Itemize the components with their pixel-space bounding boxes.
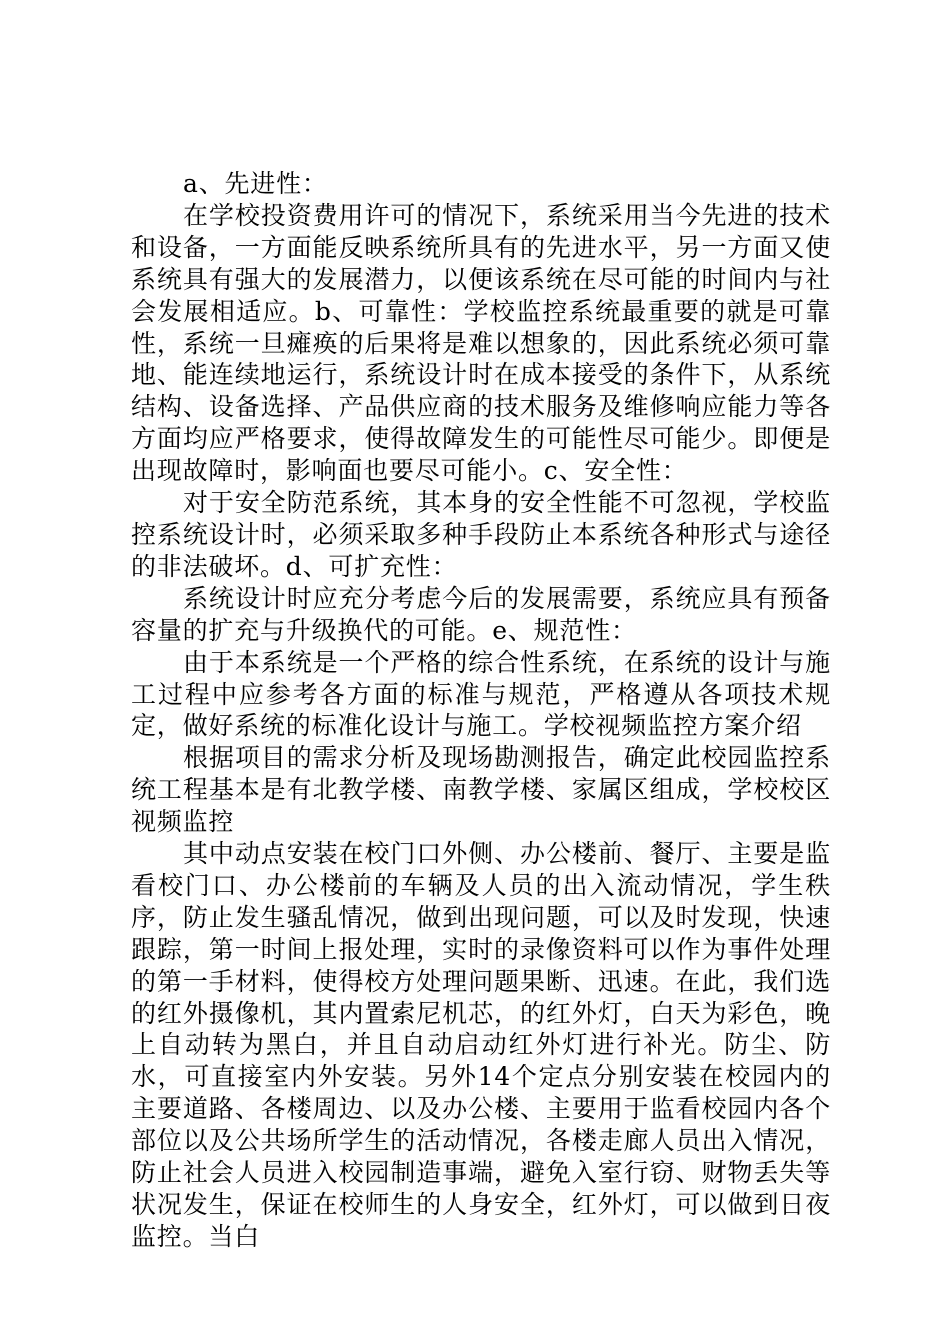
document-body bbox=[131, 168, 831, 1253]
paragraph-advancement-reliability: 在学校投资费用许可的情况下，系统采用当今先进的技术和设备，一方面能反映系统所具有的先进水平，另一方面又使系统具有强大的发展潜力，以便该系统在尽可能的时间内与社会发展相适应。b、可靠性：学校监控系统最重要的就是可靠性，系统一旦瘫痪的后果将是难以想象的，因此系统必须可靠地、能连续地运行，系统设计时在成本接受的条件下，从系统结构、设备选择、产品供应商的技术服务及维修响应能力等各方面均应严格要求，使得故障发生的可能性尽可能少。即便是出现故障时，影响面也要尽可能小。c、安全性： bbox=[131, 200, 831, 486]
paragraph-expandability: 系统设计时应充分考虑今后的发展需要，系统应具有预备容量的扩充与升级换代的可能。e、规范性： bbox=[131, 583, 831, 645]
paragraph-security: 对于安全防范系统，其本身的安全性能不可忽视，学校监控系统设计时，必须采取多种手段防止本系统各种形式与途径的非法破坏。d、可扩充性： bbox=[131, 488, 831, 581]
paragraph-project-scope: 根据项目的需求分析及现场勘测报告，确定此校园监控系统工程基本是有北教学楼、南教学楼、家属区组成，学校校区视频监控 bbox=[131, 743, 831, 837]
paragraph-advancement-heading: a、先进性： bbox=[183, 169, 328, 198]
paragraph-standardization: 由于本系统是一个严格的综合性系统，在系统的设计与施工过程中应参考各方面的标准与规范，严格遵从各项技术规定，做好系统的标准化设计与施工。学校视频监控方案介绍 bbox=[131, 647, 831, 741]
paragraph-camera-installation: 其中动点安装在校门口外侧、办公楼前、餐厅、主要是监看校门口、办公楼前的车辆及人员的出入流动情况，学生秩序，防止发生骚乱情况，做到出现问题，可以及时发现，快速跟踪，第一时间上报处理，实时的录像资料可以作为事件处理的第一手材料，使得校方处理问题果断、迅速。在此，我们选的红外摄像机，其内置索尼机芯，的红外灯，白天为彩色，晚上自动转为黑白，并且自动启动红外灯进行补光。防尘、防水，可直接室内外安装。另外14个定点分别安装在校园内的主要道路、各楼周边、以及办公楼、主要用于监看校园内各个部位以及公共场所学生的活动情况，各楼走廊人员出入情况，防止社会人员进入校园制造事端，避免入室行窃、财物丢失等状况发生，保证在校师生的人身安全，红外灯，可以做到日夜监控。当白 bbox=[131, 839, 831, 1251]
